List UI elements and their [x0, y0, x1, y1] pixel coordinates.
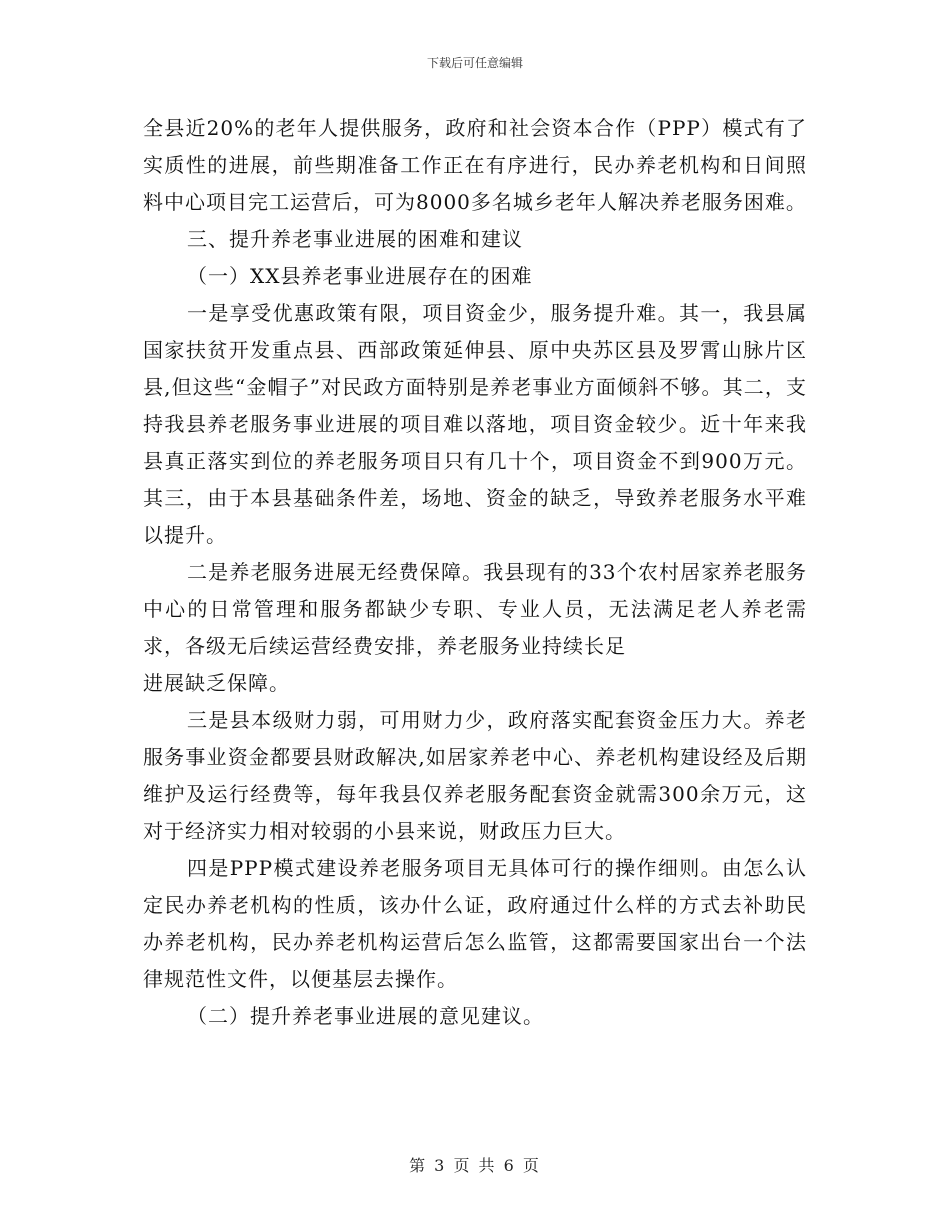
paragraph-difficulty-2-continued: 进展缺乏保障。: [143, 671, 290, 695]
document-body: [143, 110, 807, 1035]
paragraph-difficulty-1: 一是享受优惠政策有限，项目资金少，服务提升难。其一，我县属国家扶贫开发重点县、西部政策延伸县、原中央苏区县及罗霄山脉片区县,但这些“金帽子”对民政方面特别是养老事业方面倾斜不够。其二，支持我县养老服务事业进展的项目难以落地，项目资金较少。近十年来我县真正落实到位的养老服务项目只有几十个，项目资金不到900万元。其三，由于本县基础条件差，场地、资金的缺乏，导致养老服务水平难以提升。: [143, 301, 807, 547]
paragraph-1: 全县近20%的老年人提供服务，政府和社会资本合作（PPP）模式有了实质性的进展，前些期准备工作正在有序进行，民办养老机构和日间照料中心项目完工运营后，可为8000多名城乡老年人解决养老服务困难。: [143, 116, 807, 214]
subsection-heading-1: （一）XX县养老事业进展存在的困难: [187, 264, 533, 288]
subsection-heading-2: （二）提升养老事业进展的意见建议。: [187, 1004, 544, 1028]
paragraph-difficulty-4: 四是PPP模式建设养老服务项目无具体可行的操作细则。由怎么认定民办养老机构的性质，该办什么证，政府通过什么样的方式去补助民办养老机构，民办养老机构运营后怎么监管，这都需要国家出台一个法律规范性文件，以便基层去操作。: [143, 856, 807, 991]
page-header: 下载后可任意编辑: [426, 56, 523, 70]
paragraph-difficulty-3: 三是县本级财力弱，可用财力少，政府落实配套资金压力大。养老服务事业资金都要县财政解决,如居家养老中心、养老机构建设经及后期维护及运行经费等，每年我县仅养老服务配套资金就需300余万元，这对于经济实力相对较弱的小县来说，财政压力巨大。: [143, 708, 807, 843]
paragraph-difficulty-2: 二是养老服务进展无经费保障。我县现有的33个农村居家养老服务中心的日常管理和服务都缺少专职、专业人员，无法满足老人养老需求，各级无后续运营经费安排，养老服务业持续长足: [143, 560, 807, 658]
page-footer: 第 3 页 共 6 页: [409, 1156, 541, 1175]
section-heading-3: 三、提升养老事业进展的困难和建议: [187, 227, 523, 251]
